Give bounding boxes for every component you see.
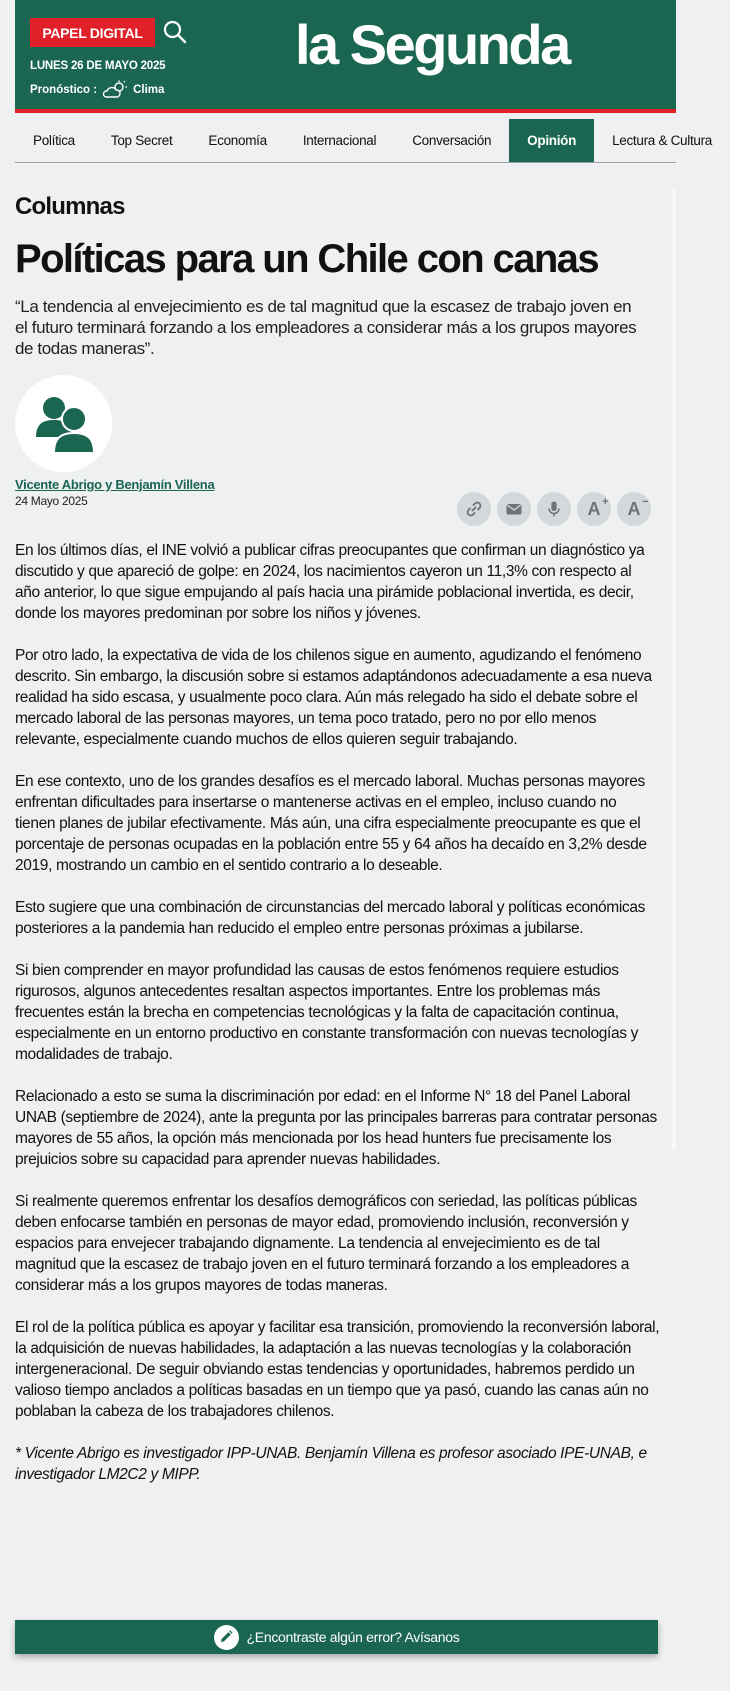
font-decrease-icon: A −	[627, 495, 649, 519]
font-increase-button[interactable]	[577, 492, 611, 526]
paragraph: Por otro lado, la expectativa de vida de los chilenos sigue en aumento, agudizando el fenómeno descrito. Sin embargo, la discusión sobre si estamos adaptándonos adecuadamente a esa nueva realidad ha sido escasa, y usualmente poco clara. Aún más relegado ha sido el debate sobre el mercado laboral de las personas mayores, un tema poco tratado, pero no por ello menos relevante, especialmente cuando muchos de ellos quieren seguir trabajando.	[15, 647, 652, 748]
article-tools	[457, 492, 651, 526]
partly-cloudy-icon	[102, 80, 128, 100]
people-icon	[28, 391, 100, 457]
site-header	[15, 0, 676, 113]
weather-label: Clima	[133, 84, 165, 96]
author-note: * Vicente Abrigo es investigador IPP-UNAB. Benjamín Villena es profesor asociado IPE-UNAB, e investigador LM2C2 y MIPP.	[15, 1445, 647, 1483]
email-share-button[interactable]	[497, 492, 531, 526]
scrollbar-track[interactable]	[672, 190, 676, 1150]
paragraph: El rol de la política pública es apoyar y facilitar esa transición, promoviendo la reconversión laboral, la adquisición de nuevas habilidades, la adaptación a las nuevas tecnologías y la colaboración intergeneracional. De seguir obviando estas tendencias y oportunidades, habremos perdido un valioso tiempo anclados a políticas basadas en un tiempo que ya pasó, cuando las canas aún no poblaban la cabeza de los trabajadores chilenos.	[15, 1319, 660, 1420]
paragraph: Si bien comprender en mayor profundidad las causas de estos fenómenos requiere estudios rigurosos, algunos antecedentes resaltan aspectos importantes. Entre los problemas más frecuentes están la brecha en competencias tecnológicas y la falta de capacitación continua, especialmente en un entorno productivo en constante transformación con nuevas tecnologías y modalidades de trabajo.	[15, 962, 639, 1063]
papel-digital-button[interactable]: PAPEL DIGITAL	[30, 18, 155, 47]
link-icon	[465, 500, 483, 518]
nav-item-internacional[interactable]: Internacional	[302, 133, 377, 148]
site-logo[interactable]: la Segunda	[295, 13, 569, 76]
nav-item-opinion[interactable]: Opinión	[509, 119, 594, 162]
mail-icon	[505, 500, 523, 518]
copy-link-button[interactable]	[457, 492, 491, 526]
nav-item-top-secret[interactable]: Top Secret	[110, 133, 173, 148]
publish-date: 24 Mayo 2025	[15, 494, 88, 508]
paragraph: Esto sugiere que una combinación de circunstancias del mercado laboral y políticas económicas posteriores a la pandemia han reducido el empleo entre personas próximas a jubilarse.	[15, 899, 646, 937]
current-date: LUNES 26 DE MAYO 2025	[30, 60, 166, 72]
weather-forecast[interactable]	[30, 80, 164, 100]
author-link[interactable]: Vicente Abrigo y Benjamín Villena	[15, 477, 215, 492]
nav-item-economia[interactable]: Economía	[208, 133, 267, 148]
listen-button[interactable]	[537, 492, 571, 526]
paragraph: Relacionado a esto se suma la discriminación por edad: en el Informe N° 18 del Panel Laboral UNAB (septiembre de 2024), ante la pregunta por las principales barreras para contratar personas mayores de 55 años, la opción más mencionada por los head hunters fue precisamente los prejuicios sobre su capacidad para aprender nuevas habilidades.	[15, 1088, 657, 1168]
article-body	[15, 540, 660, 1506]
search-icon[interactable]	[162, 19, 188, 45]
nav-item-conversacion[interactable]: Conversación	[412, 133, 492, 148]
microphone-icon	[545, 500, 563, 518]
nav-item-lectura-cultura[interactable]: Lectura & Cultura	[612, 133, 713, 148]
report-error-button[interactable]	[15, 1620, 658, 1654]
section-label: Columnas	[15, 193, 125, 220]
paragraph: En los últimos días, el INE volvió a publicar cifras preocupantes que confirman un diagnóstico ya discutido y que apareció de golpe: en 2024, los nacimientos cayeron un 11,3% con respecto al año anterior, lo que sigue empujando al país hacia una pirámide poblacional invertida, es decir, donde los mayores predominan por sobre los niños y jóvenes.	[15, 542, 645, 622]
font-increase-icon: A +	[587, 495, 609, 519]
report-error-label: ¿Encontraste algún error? Avísanos	[246, 1629, 460, 1645]
font-decrease-button[interactable]	[617, 492, 651, 526]
article-lead: “La tendencia al envejecimiento es de tal magnitud que la escasez de trabajo joven en el futuro terminará forzando a los empleadores a considerar más a los grupos mayores de todas maneras”.	[15, 297, 637, 358]
pencil-icon	[214, 1625, 239, 1650]
article-title: Políticas para un Chile con canas	[15, 237, 598, 281]
section-nav	[15, 119, 713, 163]
forecast-label: Pronóstico :	[30, 84, 98, 96]
paragraph: En ese contexto, uno de los grandes desafíos es el mercado laboral. Muchas personas mayores enfrentan dificultades para insertarse o mantenerse activas en el empleo, incluso cuando no tienen planes de jubilar efectivamente. Más aún, una cifra especialmente preocupante es que el porcentaje de personas ocupadas en la población entre 55 y 64 años ha decaído en 3,2% desde 2019, mostrando un cambio en el sentido contrario a lo deseable.	[15, 773, 647, 874]
nav-item-politica[interactable]: Política	[33, 133, 75, 148]
author-avatar	[15, 375, 112, 472]
paragraph: Si realmente queremos enfrentar los desafíos demográficos con seriedad, las políticas públicas deben enfocarse también en personas de mayor edad, promoviendo inclusión, reconversión y espacios para envejecer trabajando dignamente. La tendencia al envejecimiento es de tal magnitud que la escasez de trabajo joven en el futuro terminará forzando a los empleadores a considerar más a los grupos mayores de todas maneras.	[15, 1193, 637, 1294]
